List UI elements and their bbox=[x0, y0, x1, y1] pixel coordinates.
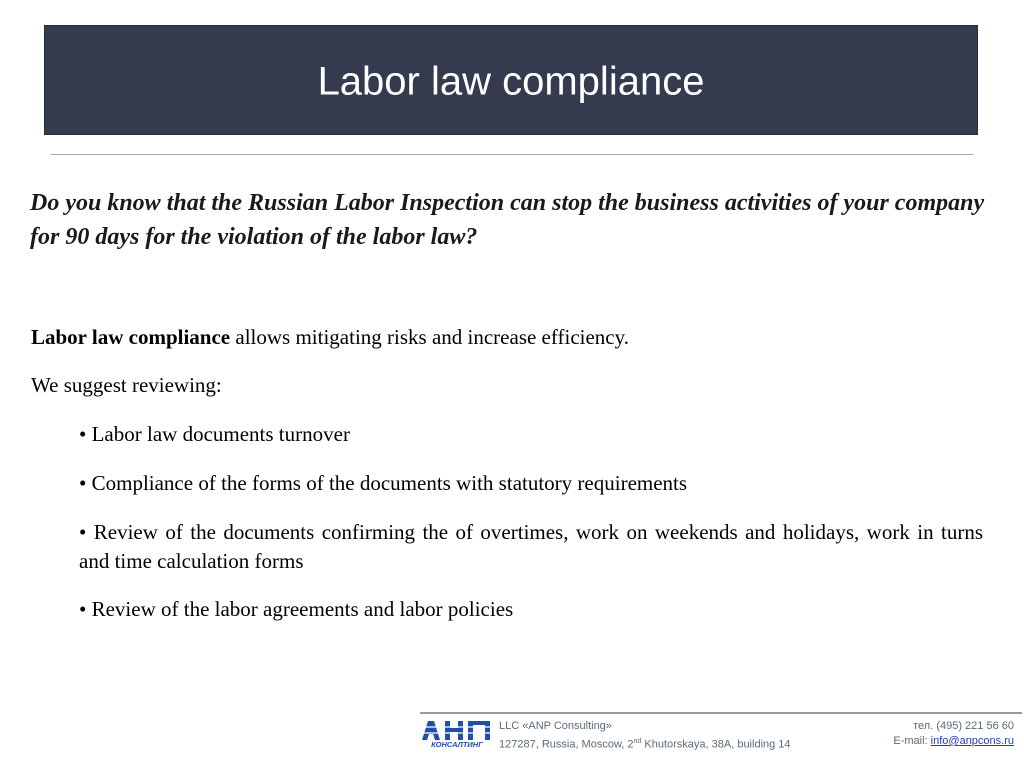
footer-divider bbox=[420, 712, 1022, 714]
company-address bbox=[499, 734, 791, 753]
bullet-item: • Compliance of the forms of the documents with statutory requirements bbox=[79, 471, 688, 495]
address-prefix: 127287, Russia, Moscow, 2 bbox=[499, 738, 634, 751]
address-superscript: nd bbox=[633, 738, 642, 745]
email-link[interactable]: info@anpcons.ru bbox=[930, 735, 1014, 747]
intro-rest-text: allows mitigating risks and increase efficiency. bbox=[230, 325, 630, 349]
intro-paragraph bbox=[31, 323, 629, 351]
email-label: E-mail: bbox=[893, 735, 931, 747]
bullet-item: • Review of the documents confirming the of overtimes, work on weekends and holidays, work in turns and time calculation forms bbox=[79, 520, 983, 573]
email-line bbox=[893, 734, 1014, 749]
slide-title: Labor law compliance bbox=[317, 59, 705, 104]
title-divider bbox=[51, 154, 973, 155]
footer-company-info bbox=[499, 719, 791, 753]
intro-bold-text: Labor law compliance bbox=[31, 325, 231, 349]
suggest-text: We suggest reviewing: bbox=[31, 373, 222, 397]
footer-contact-info bbox=[893, 719, 1014, 749]
bullet-item: • Labor law documents turnover bbox=[79, 422, 350, 446]
title-banner bbox=[44, 25, 978, 135]
company-name: LLC «ANP Consulting» bbox=[499, 720, 612, 732]
logo-caption: КОНСАЛТИНГ bbox=[431, 740, 483, 748]
question-text: Do you know that the Russian Labor Inspection can stop the business activities of your company for 90 days for the violation of the labor law? bbox=[30, 190, 985, 250]
phone-number: тел. (495) 221 56 60 bbox=[913, 720, 1014, 732]
address-suffix: Khutorskaya, 38A, building 14 bbox=[641, 738, 791, 751]
anp-consulting-logo bbox=[420, 718, 494, 748]
bullet-item: • Review of the labor agreements and labor policies bbox=[79, 597, 514, 621]
